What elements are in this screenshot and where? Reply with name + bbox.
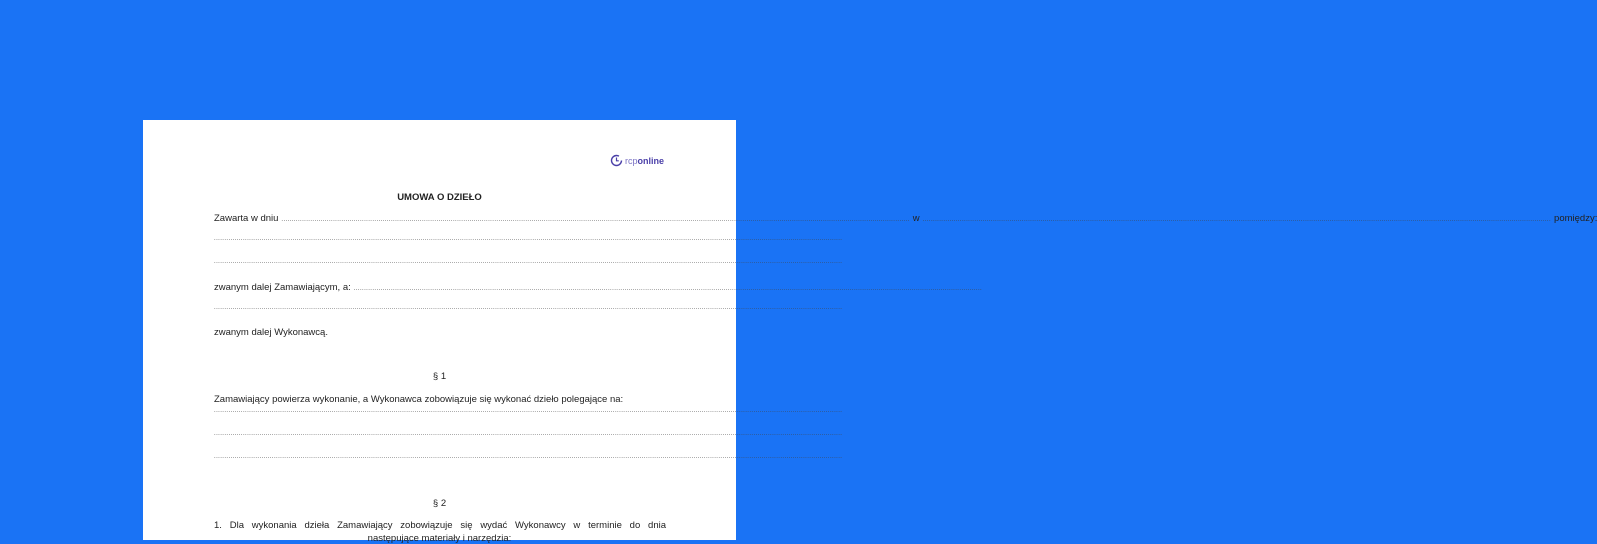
work-line-1[interactable] — [214, 408, 843, 414]
contractor-line-2[interactable] — [214, 305, 843, 311]
employer-label-line — [214, 282, 983, 293]
logo-prefix: rcp — [625, 155, 638, 166]
intro-end: pomiędzy: — [1554, 213, 1597, 224]
work-field-1[interactable]: ................................................................................................................................................................................................................................................................................................................ — [214, 408, 843, 414]
date-field[interactable]: ................................................................................................................................................................................................................................................................................................................ — [281, 217, 910, 223]
work-field-2[interactable]: ................................................................................................................................................................................................................................................................................................................ — [214, 431, 843, 437]
contractor-label-line — [214, 327, 666, 338]
section-2-heading: § 2 — [432, 498, 447, 509]
employer-field-2[interactable]: ................................................................................................................................................................................................................................................................................................................ — [214, 259, 843, 265]
intro-line — [214, 213, 1597, 224]
section-1-text — [214, 394, 666, 405]
section-1-text-content: Zamawiający powierza wykonanie, a Wykonawca zobowiązuje się wykonać dzieło polegające na: — [214, 394, 624, 405]
section-2-item-1: 1. Dla wykonania dzieła Zamawiający zobowiązuje się wydać Wykonawcy w terminie do dnia — [214, 520, 666, 531]
intro-middle: w — [912, 213, 920, 224]
contractor-field-1[interactable]: ................................................................................................................................................................................................................................................................................................................ — [353, 286, 983, 292]
rcponline-logo — [610, 154, 664, 167]
intro-start: Zawarta w dniu — [214, 213, 279, 224]
contractor-field-2[interactable]: ................................................................................................................................................................................................................................................................................................................ — [214, 305, 843, 311]
place-field[interactable]: ................................................................................................................................................................................................................................................................................................................ — [922, 217, 1552, 223]
work-line-3[interactable] — [214, 454, 843, 460]
document-page — [143, 120, 1597, 544]
employer-line-1[interactable] — [214, 236, 843, 242]
work-line-2[interactable] — [214, 431, 843, 437]
clock-icon — [610, 154, 623, 167]
employer-line-2[interactable] — [214, 259, 843, 265]
employer-field-1[interactable]: ................................................................................................................................................................................................................................................................................................................ — [214, 236, 843, 242]
contractor-label: zwanym dalej Wykonawcą. — [214, 327, 328, 338]
document-title: UMOWA O DZIEŁO — [397, 192, 482, 203]
employer-label: zwanym dalej Zamawiającym, a: — [214, 282, 351, 293]
section-2-item-1-cont: następujące materiały i narzędzia: — [367, 533, 512, 544]
work-field-3[interactable]: ................................................................................................................................................................................................................................................................................................................ — [214, 454, 843, 460]
section-1-heading: § 1 — [432, 371, 447, 382]
logo-suffix: online — [637, 155, 665, 166]
